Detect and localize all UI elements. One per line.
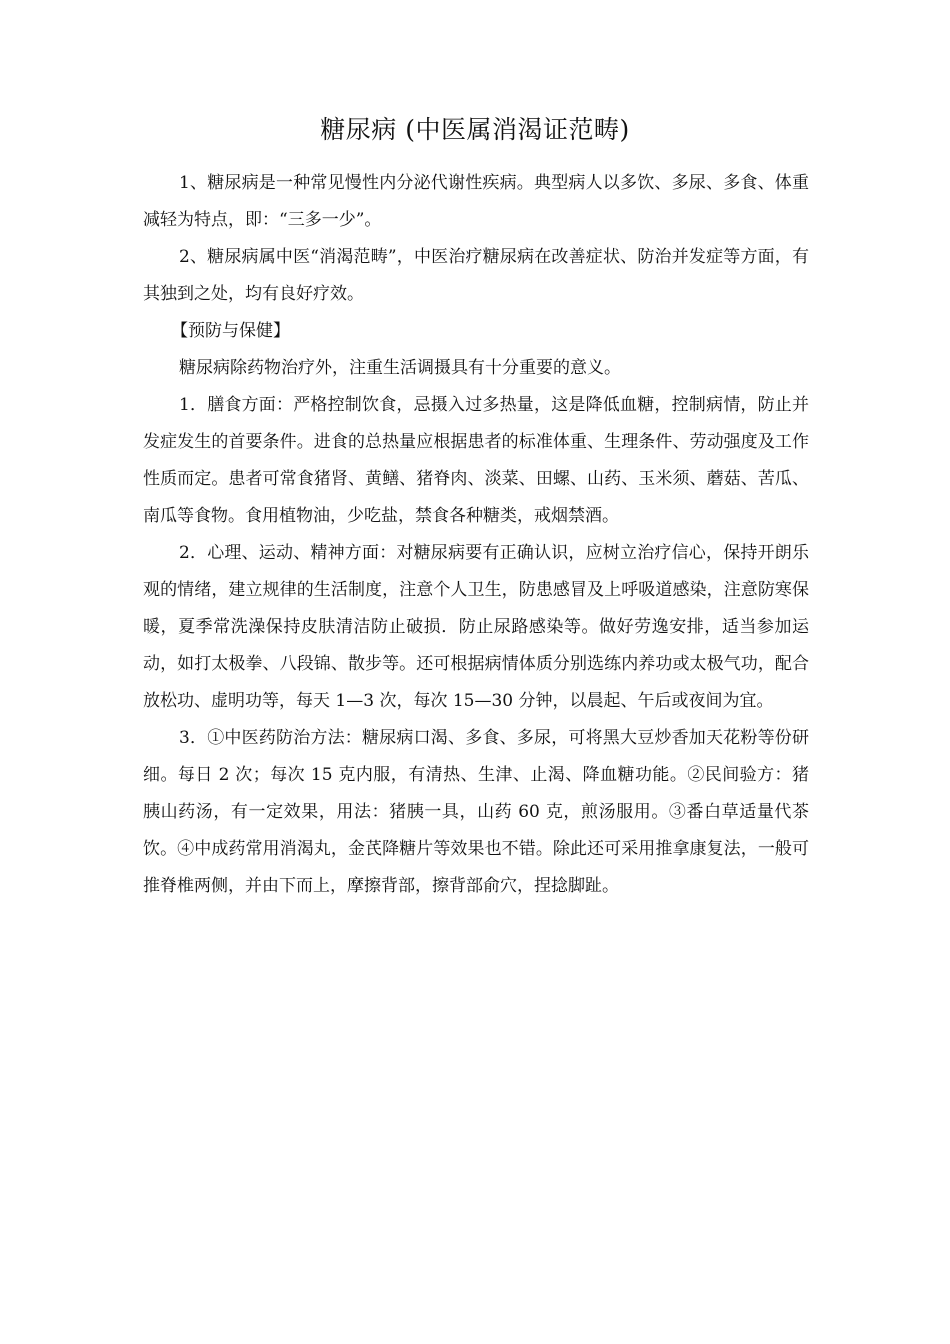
section-heading-prevention: 【预防与保健】 [171,321,290,341]
document-title: 糖尿病 (中医属消渴证范畴) [320,115,630,144]
prevention-item-psychology-exercise: 2．心理、运动、精神方面：对糖尿病要有正确认识，应树立治疗信心，保持开朗乐观的情绪，建立规律的生活制度，注意个人卫生，防患感冒及上呼吸道感染，注意防寒保暖，夏季常洗澡保持皮肤清洁防止破损．防止尿路感染等。做好劳逸安排，适当参加运动，如打太极拳、八段锦、散步等。还可根据病情体质分别选练内养功或太极气功，配合放松功、虚明功等，每天 1—3 次，每次 15—30 分钟，以晨起、午后或夜间为宜。 [143,543,809,711]
prevention-intro: 糖尿病除药物治疗外，注重生活调摄具有十分重要的意义。 [179,358,621,378]
paragraph-tcm-category: 2、糖尿病属中医“消渴范畴”，中医治疗糖尿病在改善症状、防治并发症等方面，有其独到之处，均有良好疗效。 [143,247,809,304]
prevention-item-tcm-remedies: 3．①中医药防治方法：糖尿病口渴、多食、多尿，可将黑大豆炒香加天花粉等份研细。每日 2 次；每次 15 克内服，有清热、生津、止渴、降血糖功能。②民间验方：猪胰山药汤，有一定效果，用法：猪胰一具，山药 60 克，煎汤服用。③番白草适量代茶饮。④中成药常用消渴丸，金芪降糖片等效果也不错。除此还可采用推拿康复法，一般可推脊椎两侧，并由下而上，摩擦背部，擦背部俞穴，捏捻脚趾。 [143,728,809,896]
prevention-item-diet: 1．膳食方面：严格控制饮食，忌摄入过多热量，这是降低血糖，控制病情，防止并发症发生的首要条件。进食的总热量应根据患者的标准体重、生理条件、劳动强度及工作性质而定。患者可常食猪肾、黄鳝、猪脊肉、淡菜、田螺、山药、玉米须、蘑菇、苦瓜、南瓜等食物。食用植物油，少吃盐，禁食各种糖类，戒烟禁酒。 [143,395,809,526]
paragraph-definition: 1、糖尿病是一种常见慢性内分泌代谢性疾病。典型病人以多饮、多尿、多食、体重减轻为特点，即：“三多一少”。 [143,173,809,230]
document-body [143,165,809,905]
